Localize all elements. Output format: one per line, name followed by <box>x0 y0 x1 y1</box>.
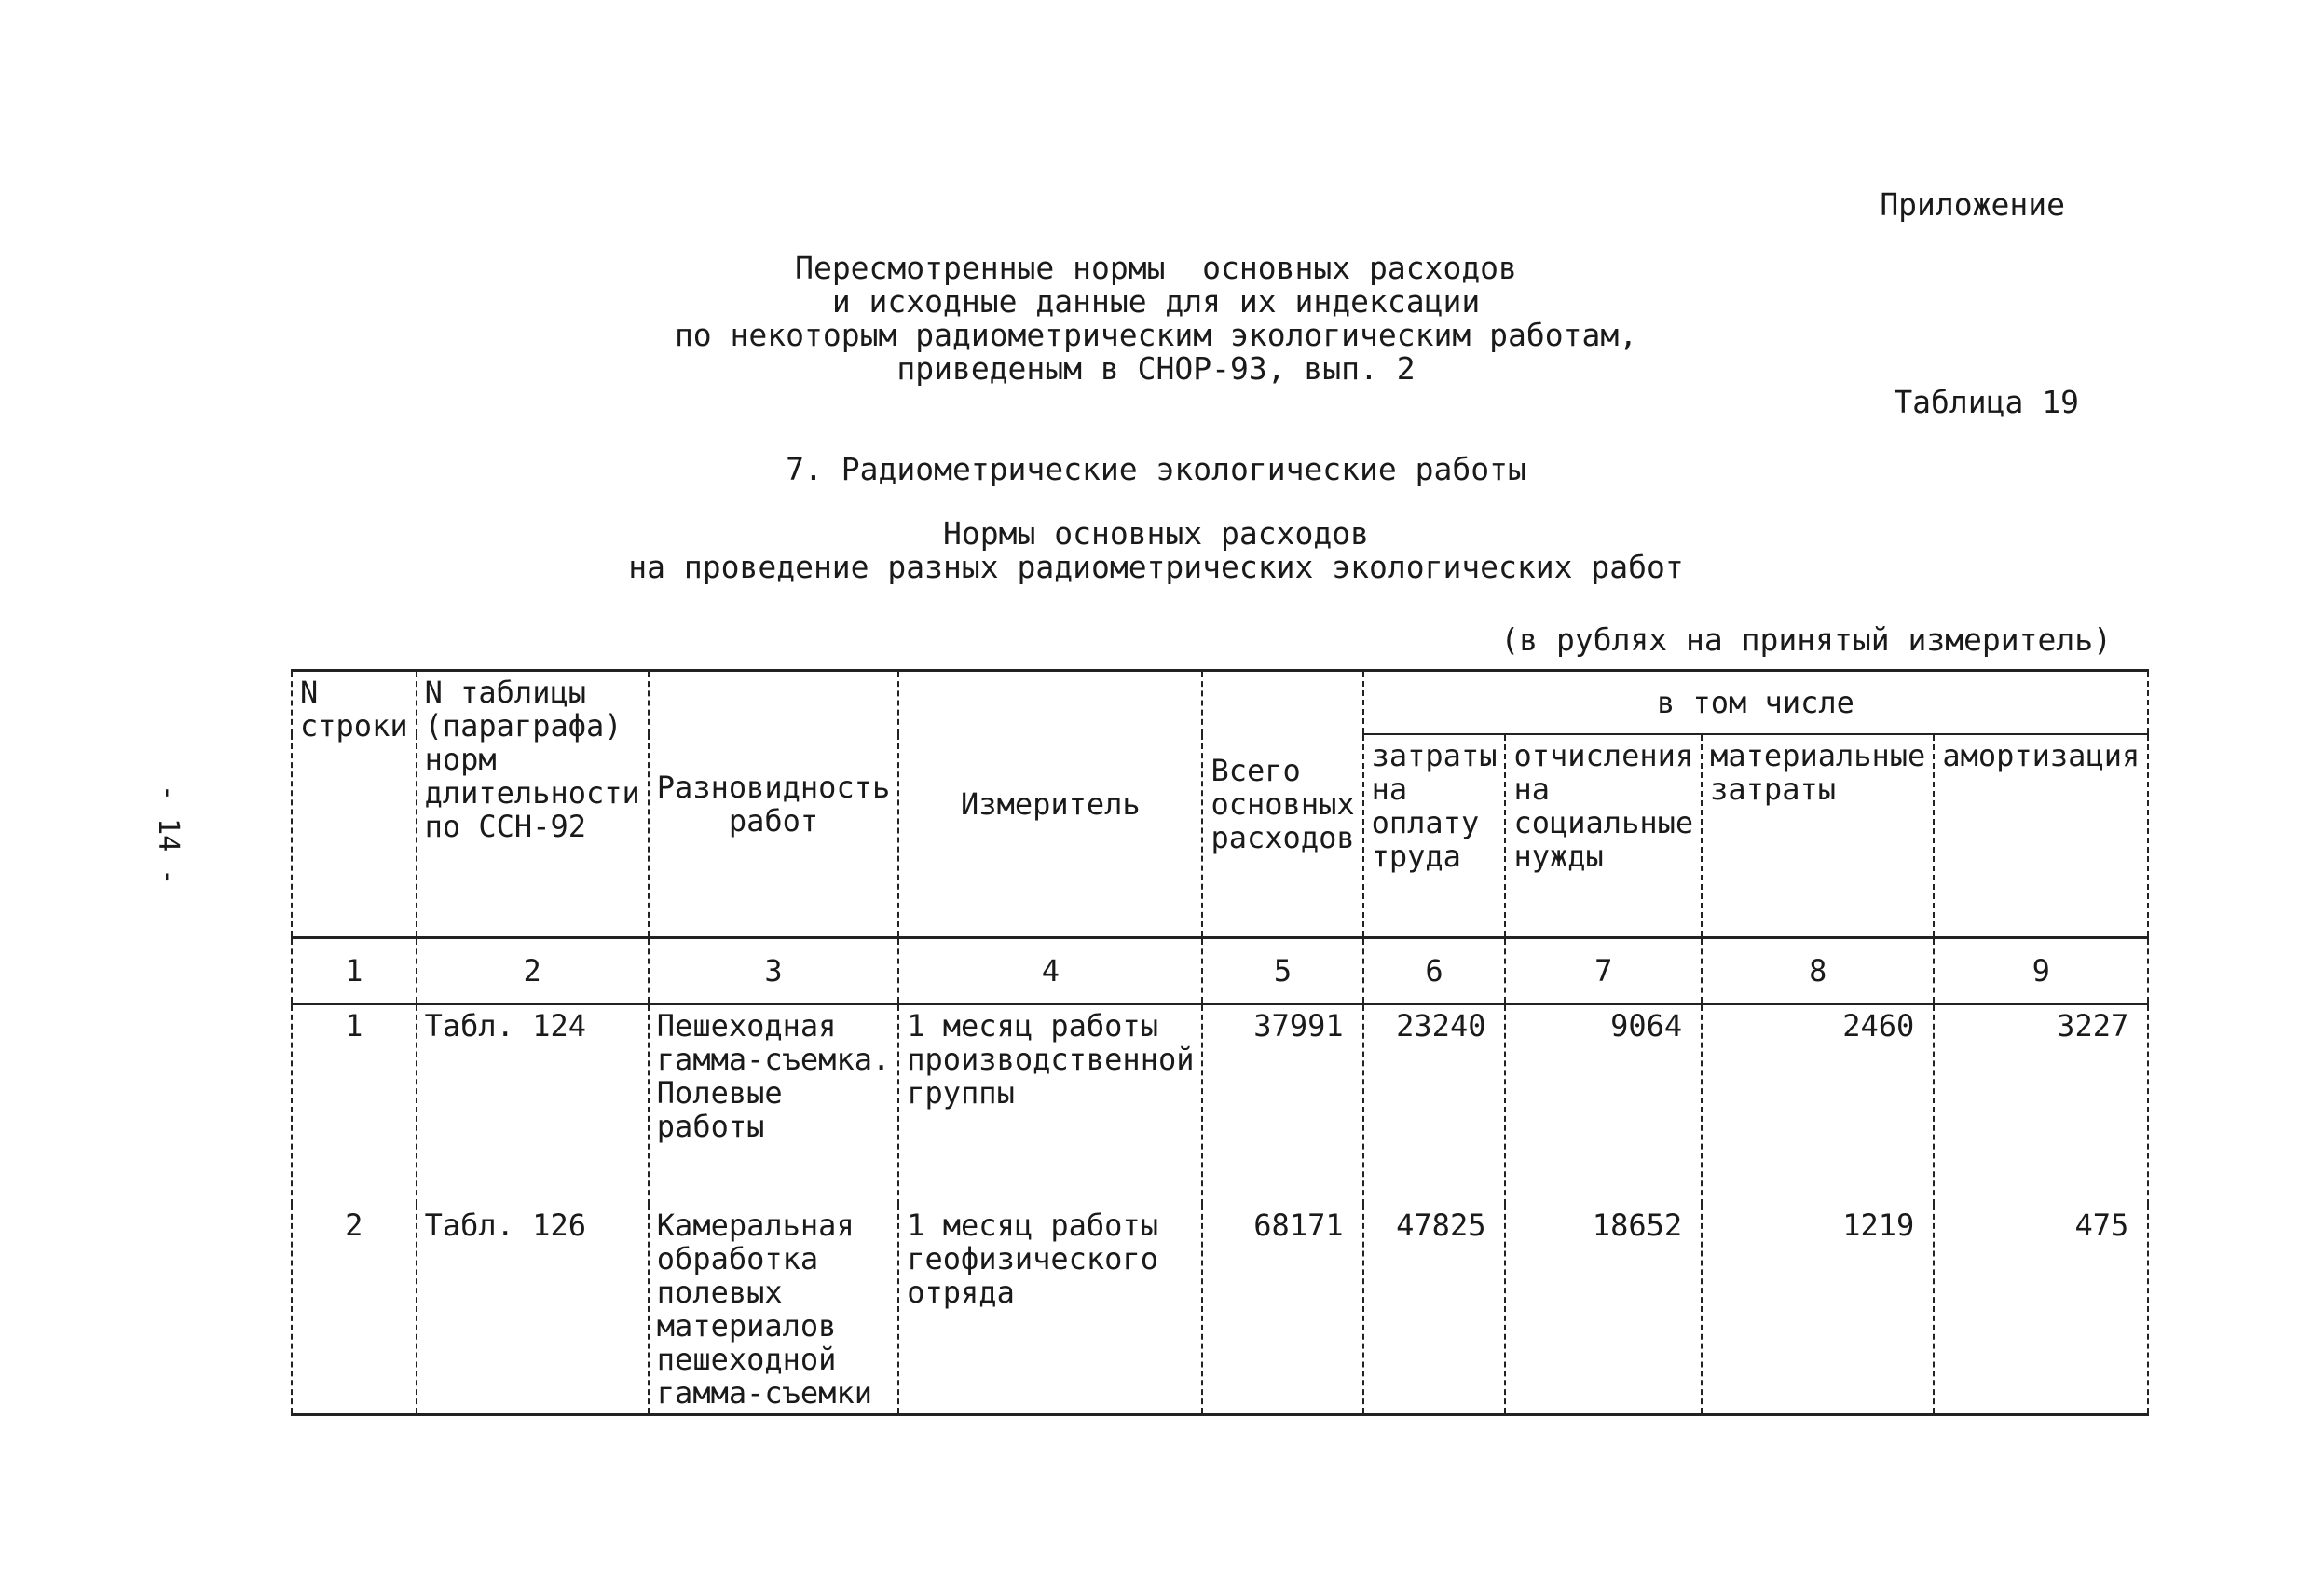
cell-labor: 47825 <box>1363 1205 1506 1415</box>
appendix-label: Приложение <box>1880 186 2065 223</box>
cell-amortization: 475 <box>1934 1205 2148 1415</box>
title-line: и исходные данные для их индексации <box>831 283 1481 320</box>
header-group-including: в том числе <box>1363 671 2149 735</box>
cell-labor: 23240 <box>1363 1004 1506 1206</box>
header-labor: затраты на оплату труда <box>1363 734 1506 938</box>
cell-total: 37991 <box>1202 1004 1362 1206</box>
cell-row-number: 2 <box>292 1205 417 1415</box>
table-row <box>292 1205 2148 1415</box>
table-number: Таблица 19 <box>1894 384 2079 420</box>
subtitle-line: на проведение разных радиометрических экологических работ <box>628 549 1684 585</box>
title-line: по некоторым радиометрическим экологическим работам, <box>674 317 1638 353</box>
header-row <box>292 671 2148 735</box>
title-line: приведеным в СНОР-93, вып. 2 <box>896 350 1416 387</box>
cell-work-type: Пешеходная гамма-съемка. Полевые работы <box>649 1004 898 1206</box>
header-total: Всего основных расходов <box>1202 671 1362 938</box>
cell-row-number: 1 <box>292 1004 417 1206</box>
cell-unit: 1 месяц работы производственной группы <box>898 1004 1202 1206</box>
norms-table <box>291 669 2149 1416</box>
page-number: - 14 - <box>152 784 185 886</box>
column-number: 8 <box>1702 938 1934 1004</box>
header-work-type: Разновидность работ <box>649 671 898 938</box>
header-row-number: N строки <box>292 671 417 938</box>
cell-materials: 2460 <box>1702 1004 1934 1206</box>
column-number: 3 <box>649 938 898 1004</box>
title-line: Пересмотренные нормы основных расходов <box>795 250 1517 286</box>
column-number: 4 <box>898 938 1202 1004</box>
header-materials: материальные затраты <box>1702 734 1934 938</box>
document-title <box>0 252 2312 386</box>
column-number: 1 <box>292 938 417 1004</box>
column-number: 9 <box>1934 938 2148 1004</box>
column-number: 6 <box>1363 938 1506 1004</box>
cell-work-type: Камеральная обработка полевых материалов пешеходной гамма-съемки <box>649 1205 898 1415</box>
column-number: 7 <box>1505 938 1702 1004</box>
table-subtitle <box>0 517 2312 584</box>
cell-unit: 1 месяц работы геофизического отряда <box>898 1205 1202 1415</box>
column-number: 2 <box>417 938 649 1004</box>
column-number: 5 <box>1202 938 1362 1004</box>
header-unit: Измеритель <box>898 671 1202 938</box>
table-row <box>292 1004 2148 1206</box>
cell-total: 68171 <box>1202 1205 1362 1415</box>
subtitle-line: Нормы основных расходов <box>943 515 1369 552</box>
header-amortization: амортизация <box>1934 734 2148 938</box>
cell-amortization: 3227 <box>1934 1004 2148 1206</box>
header-table-ref: N таблицы (параграфа) норм длительности по ССН-92 <box>417 671 649 938</box>
cell-table-ref: Табл. 124 <box>417 1004 649 1206</box>
header-social: отчисления на социальные нужды <box>1505 734 1702 938</box>
cell-social: 9064 <box>1505 1004 1702 1206</box>
column-number-row <box>292 938 2148 1004</box>
section-title: 7. Радиометрические экологические работы <box>786 451 1526 487</box>
cell-table-ref: Табл. 126 <box>417 1205 649 1415</box>
cell-materials: 1219 <box>1702 1205 1934 1415</box>
cell-social: 18652 <box>1505 1205 1702 1415</box>
units-note: (в рублях на принятый измеритель) <box>1500 621 2112 658</box>
